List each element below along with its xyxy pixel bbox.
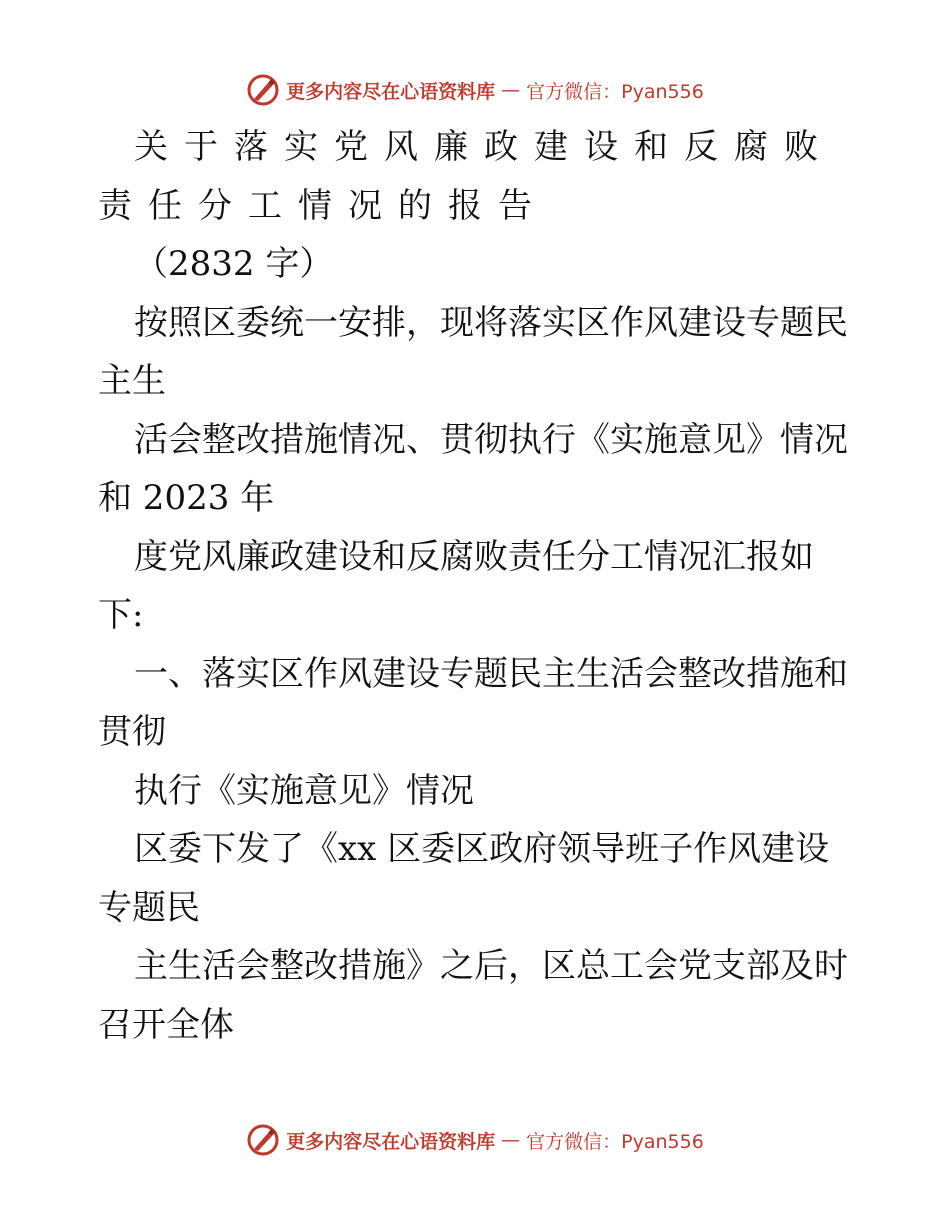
paragraph-line: 专题民 — [98, 887, 200, 928]
paragraph-line: 和 2023 年 — [98, 478, 275, 518]
pen-logo-icon — [246, 73, 280, 107]
watermark-wechat-text: 官方微信：Pyan556 — [526, 1130, 704, 1153]
paragraph-line: 按照区委统一安排，现将落实区作风建设专题民 — [134, 302, 848, 343]
footer-watermark — [0, 1120, 950, 1160]
document-body — [98, 118, 858, 1054]
watermark-dash: — — [501, 79, 521, 101]
paragraph-line: 贯彻 — [98, 712, 166, 752]
document-title-line-1: 关于落实党风廉政建设和反腐败 — [134, 127, 834, 167]
paragraph-line: 活会整改措施情况、贯彻执行《实施意见》情况 — [134, 419, 848, 460]
watermark-wechat-text: 官方微信：Pyan556 — [526, 80, 704, 103]
paragraph-line: 执行《实施意见》情况 — [134, 770, 474, 811]
header-watermark — [0, 70, 950, 110]
watermark-site-text: 更多内容尽在心语资料库 — [286, 1130, 496, 1153]
paragraph-line: 一、落实区作风建设专题民主生活会整改措施和 — [134, 653, 848, 694]
paragraph-line: 召开全体 — [98, 1004, 234, 1045]
document-title-line-2: 责任分工情况的报告 — [98, 185, 548, 226]
watermark-site-text: 更多内容尽在心语资料库 — [286, 80, 496, 103]
paragraph-line: 度党风廉政建设和反腐败责任分工情况汇报如 — [134, 536, 814, 577]
paragraph-list — [98, 294, 858, 1055]
paragraph-line: 下: — [98, 595, 144, 635]
pen-logo-icon — [246, 1123, 280, 1157]
paragraph-line: 主生 — [98, 361, 166, 401]
paragraph-line: 主生活会整改措施》之后，区总工会党支部及时 — [134, 946, 848, 986]
paragraph-line: 区委下发了《xx 区委区政府领导班子作风建设 — [134, 829, 830, 869]
word-count: （2832 字） — [134, 244, 334, 284]
watermark-dash: — — [501, 1129, 521, 1151]
